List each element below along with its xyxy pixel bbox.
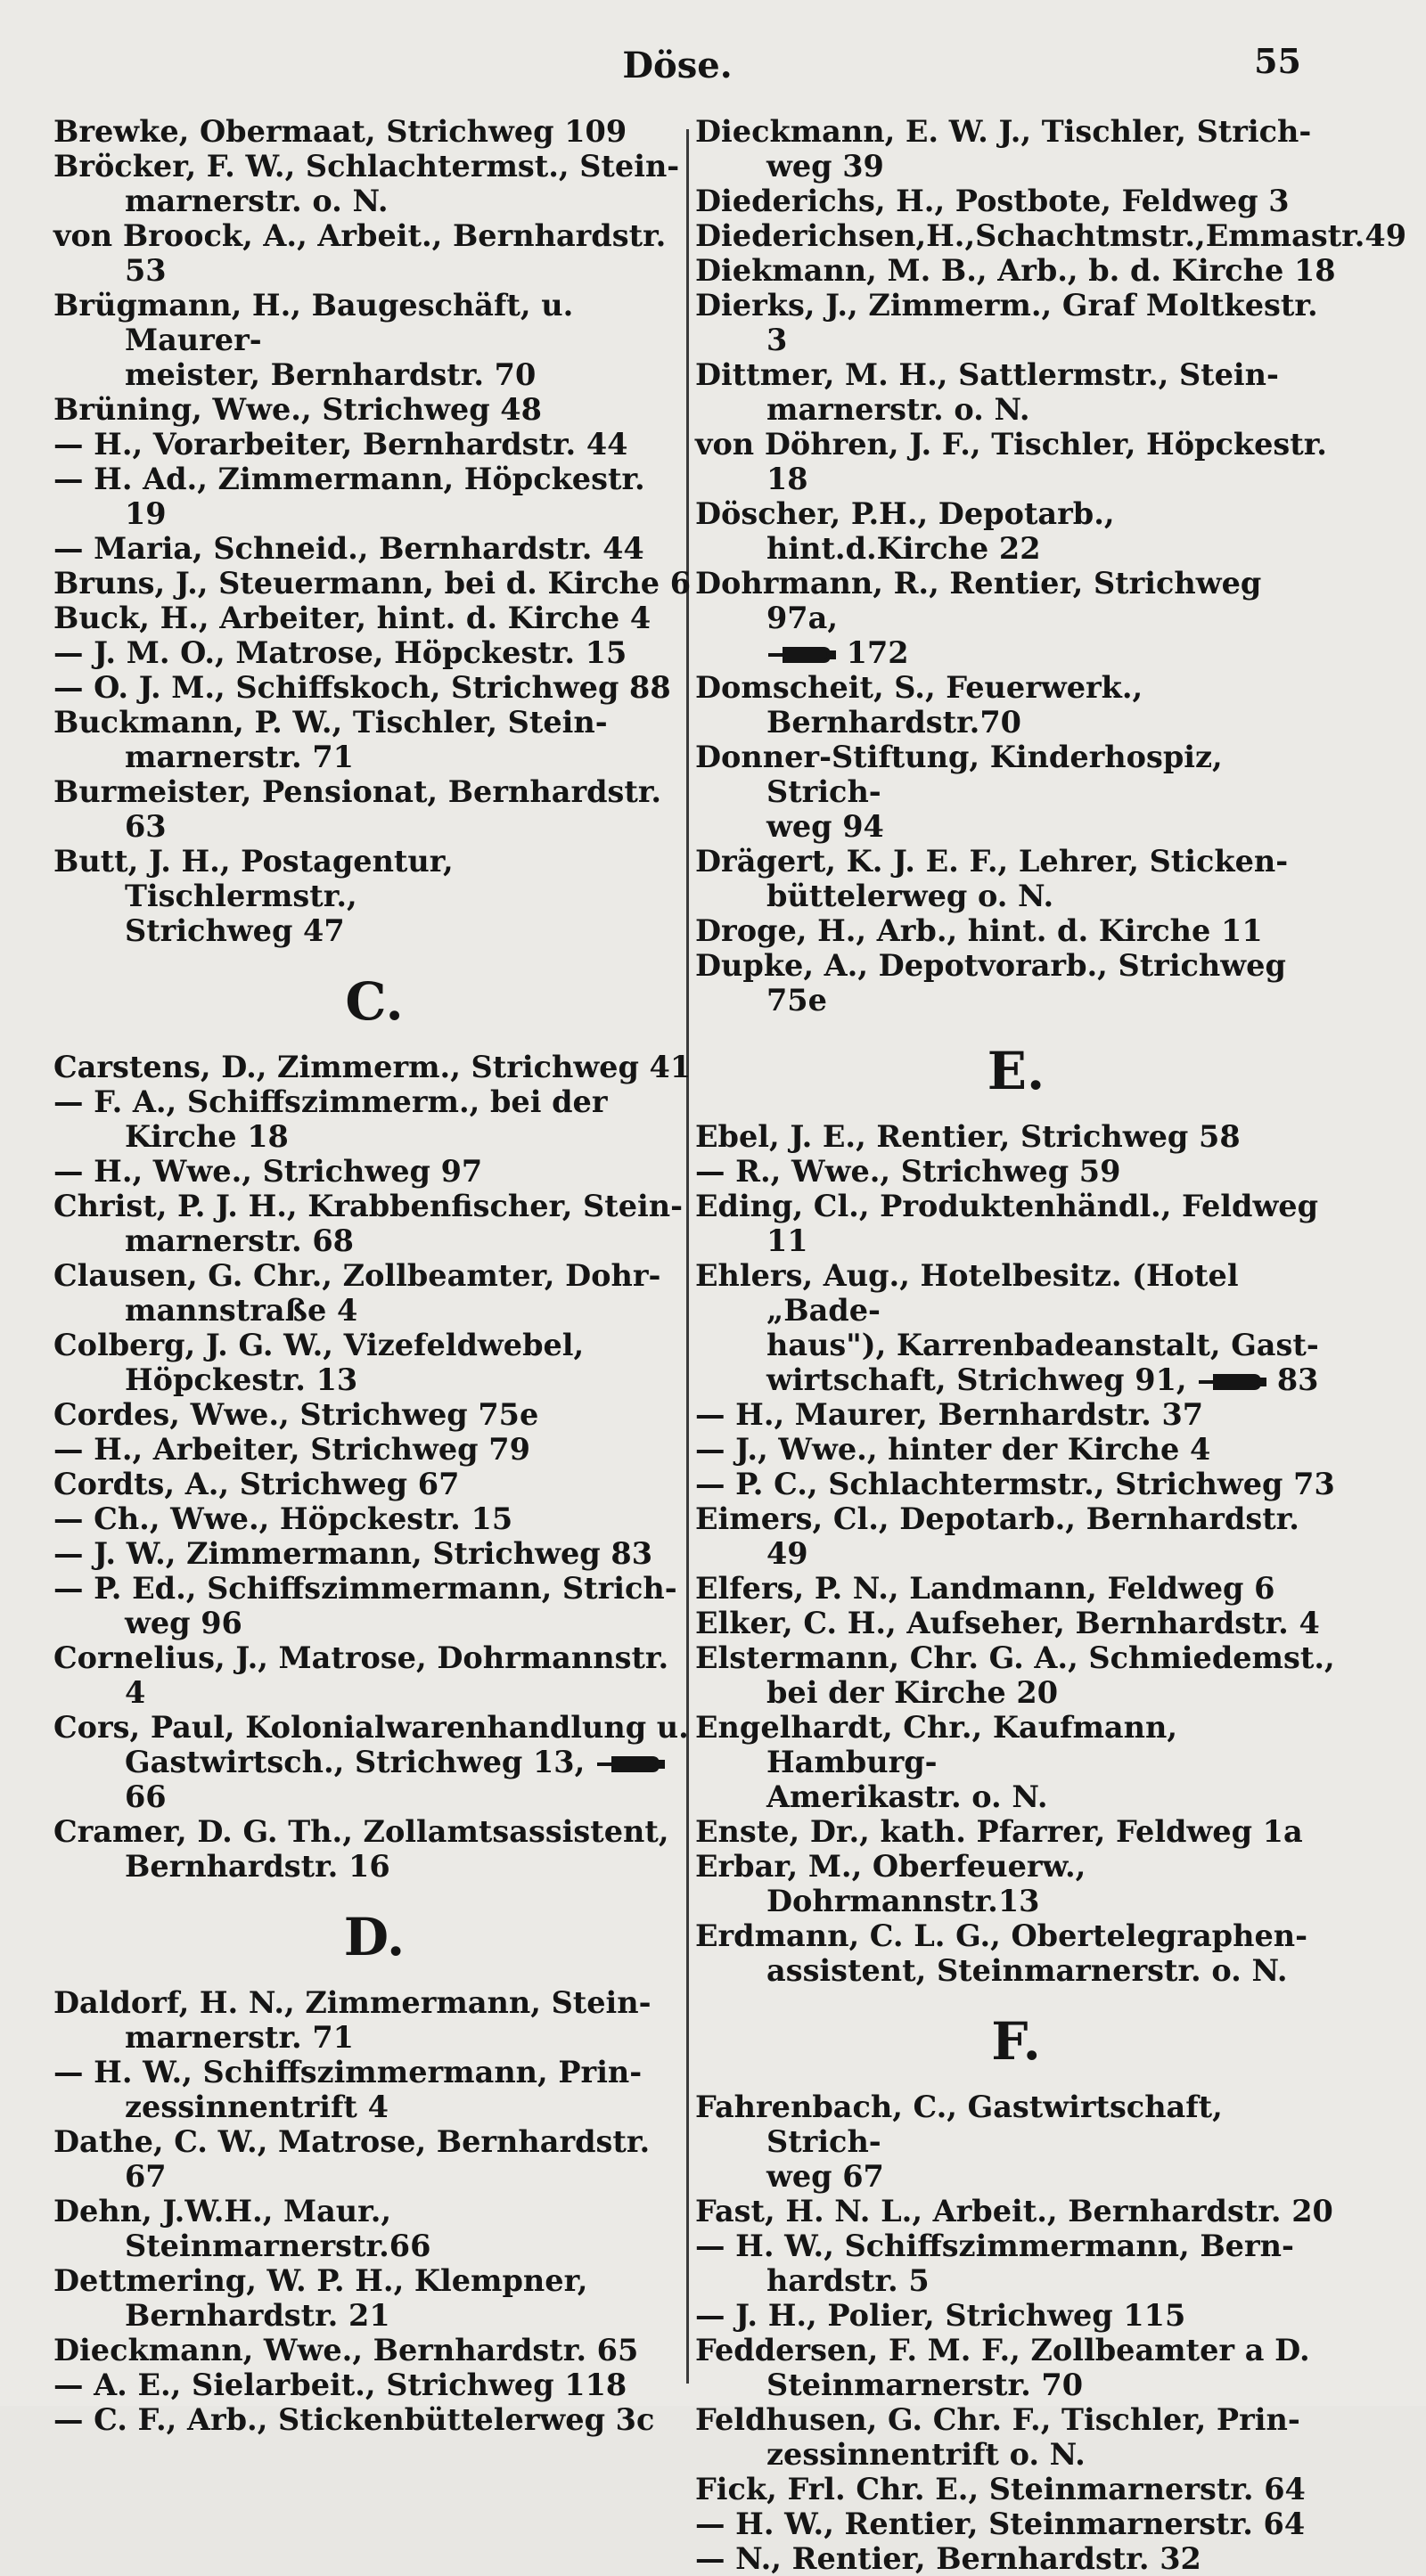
entry-line: Döscher, P.H., Depotarb., hint.d.Kirche 22	[695, 496, 1115, 566]
entry-line: marnerstr. 68	[125, 1223, 354, 1258]
entry-line: Amerikastr. o. N.	[766, 1779, 1048, 1814]
entry-line: — O. J. M., Schiffskoch, Strichweg 88	[53, 670, 671, 705]
entry-line: Cordes, Wwe., Strichweg 75e	[53, 1397, 539, 1432]
directory-entry	[695, 1467, 1337, 1501]
section-letter: F.	[991, 2011, 1041, 2072]
entry-line: Colberg, J. G. W., Vizefeldwebel,	[53, 1328, 585, 1362]
entry-line: Strichweg 47	[125, 913, 345, 948]
entry-line: Ehlers, Aug., Hotelbesitz. (Hotel „Bade-	[695, 1258, 1239, 1328]
entry-line: — J. H., Polier, Strichweg 115	[695, 2298, 1186, 2333]
directory-entry	[53, 2124, 695, 2194]
entry-line: marnerstr. o. N.	[125, 184, 389, 218]
directory-entry	[695, 288, 1337, 357]
entry-line: Dohrmann, R., Rentier, Strichweg 97a,	[695, 566, 1262, 635]
entry-line: Cornelius, J., Matrose, Dohrmannstr. 4	[53, 1640, 669, 1710]
page-number: 55	[1254, 41, 1301, 81]
phone-number: 66	[125, 1779, 167, 1814]
directory-entry	[695, 740, 1337, 844]
entry-line: Buckmann, P. W., Tischler, Stein-	[53, 705, 608, 740]
directory-entry	[695, 2194, 1337, 2228]
entry-line: Enste, Dr., kath. Pfarrer, Feldweg 1a	[695, 1814, 1303, 1849]
directory-entry	[695, 2228, 1337, 2298]
directory-entry	[53, 218, 695, 288]
entry-line: von Broock, A., Arbeit., Bernhardstr. 53	[53, 218, 667, 288]
entry-line: Christ, P. J. H., Krabbenfischer, Stein-	[53, 1189, 684, 1223]
entry-line: Domscheit, S., Feuerwerk., Bernhardstr.70	[695, 670, 1143, 740]
entry-line: haus"), Karrenbadeanstalt, Gast-	[766, 1328, 1319, 1362]
directory-entry	[695, 948, 1337, 1018]
directory-entry	[695, 1918, 1337, 1988]
directory-entry	[695, 2089, 1337, 2194]
directory-entry	[695, 1154, 1337, 1189]
entry-line: Burmeister, Pensionat, Bernhardstr. 63	[53, 774, 662, 844]
entry-line: Dupke, A., Depotvorarb., Strichweg 75e	[695, 948, 1286, 1018]
directory-entry	[53, 1467, 695, 1501]
directory-entry	[695, 2506, 1337, 2541]
right-column	[695, 114, 1407, 2576]
entry-line: Cordts, A., Strichweg 67	[53, 1467, 460, 1501]
entry-line: Erbar, M., Oberfeuerw., Dohrmannstr.13	[695, 1849, 1086, 1918]
directory-entry	[53, 1258, 695, 1328]
entry-line: büttelerweg o. N.	[766, 879, 1054, 913]
entry-line: Dieckmann, Wwe., Bernhardstr. 65	[53, 2333, 639, 2367]
entry-line: Carstens, D., Zimmerm., Strichweg 41	[53, 1050, 692, 1084]
section-letter: E.	[987, 1041, 1045, 1101]
page-title: Döse.	[622, 45, 733, 86]
directory-entry	[695, 1189, 1337, 1258]
entry-line: — Ch., Wwe., Höpckestr. 15	[53, 1501, 513, 1536]
entry-line: — J. M. O., Matrose, Höpckestr. 15	[53, 635, 627, 670]
directory-entry	[695, 357, 1337, 427]
entry-line: weg 96	[125, 1606, 242, 1640]
entry-line: Diederichs, H., Postbote, Feldweg 3	[695, 184, 1290, 218]
entry-line: Dehn, J.W.H., Maur., Steinmarnerstr.66	[53, 2194, 431, 2263]
entry-line: Feddersen, F. M. F., Zollbeamter a D.	[695, 2333, 1310, 2367]
left-column	[53, 114, 695, 2437]
directory-entry	[695, 2472, 1337, 2506]
entry-line: Brüning, Wwe., Strichweg 48	[53, 392, 542, 427]
phone-number: 83	[1276, 1362, 1319, 1397]
entry-line: — H., Vorarbeiter, Bernhardstr. 44	[53, 427, 628, 462]
entry-line: Höpckestr. 13	[125, 1362, 358, 1397]
entry-line: Diederichsen,H.,Schachtmstr.,Emmastr.49	[695, 218, 1407, 253]
directory-entry	[695, 1258, 1337, 1397]
entry-line: Fahrenbach, C., Gastwirtschaft, Strich-	[695, 2089, 1223, 2159]
directory-entry	[53, 1432, 695, 1467]
entry-line: — F. A., Schiffszimmerm., bei der	[53, 1084, 608, 1119]
telephone-icon	[766, 644, 836, 666]
directory-entry	[53, 392, 695, 427]
directory-entry	[695, 2333, 1337, 2402]
entry-line: Butt, J. H., Postagentur, Tischlermstr.,	[53, 844, 454, 913]
directory-entry	[53, 149, 695, 218]
directory-entry	[53, 774, 695, 844]
entry-line: Engelhardt, Chr., Kaufmann, Hamburg-	[695, 1710, 1177, 1779]
directory-entry	[53, 635, 695, 670]
section-letter: C.	[345, 971, 404, 1032]
directory-entry	[695, 427, 1337, 496]
directory-entry	[53, 2194, 695, 2263]
entry-line: Eding, Cl., Produktenhändl., Feldweg 11	[695, 1189, 1319, 1258]
directory-entry	[695, 566, 1337, 670]
entry-line: — A. E., Sielarbeit., Strichweg 118	[53, 2367, 627, 2402]
entry-line: assistent, Steinmarnerstr. o. N.	[766, 1953, 1288, 1988]
directory-entry	[695, 114, 1337, 184]
entry-line: Dathe, C. W., Matrose, Bernhardstr. 67	[53, 2124, 651, 2194]
directory-entry	[695, 1119, 1337, 1154]
directory-entry	[53, 2333, 695, 2367]
directory-entry	[695, 1432, 1337, 1467]
directory-entry	[53, 844, 695, 948]
entry-line: Brügmann, H., Baugeschäft, u. Maurer-	[53, 288, 574, 357]
directory-entry	[53, 114, 695, 149]
entry-line: — P. C., Schlachtermstr., Strichweg 73	[695, 1467, 1335, 1501]
entry-line: Dittmer, M. H., Sattlermstr., Stein-	[695, 357, 1279, 392]
entry-line: Clausen, G. Chr., Zollbeamter, Dohr-	[53, 1258, 661, 1293]
telephone-icon	[1197, 1371, 1266, 1393]
entry-line: Ebel, J. E., Rentier, Strichweg 58	[695, 1119, 1241, 1154]
entry-line: Fast, H. N. L., Arbeit., Bernhardstr. 20	[695, 2194, 1333, 2228]
entry-line: hardstr. 5	[766, 2263, 930, 2298]
directory-entry	[53, 288, 695, 392]
directory-entry	[695, 1571, 1337, 1606]
entry-line: Dettmering, W. P. H., Klempner,	[53, 2263, 588, 2298]
section-letter: D.	[343, 1907, 406, 1967]
entry-line: Fick, Frl. Chr. E., Steinmarnerstr. 64	[695, 2472, 1306, 2506]
entry-line: weg 67	[766, 2159, 884, 2194]
directory-entry	[53, 2367, 695, 2402]
directory-entry	[53, 2402, 695, 2437]
directory-entry	[695, 2298, 1337, 2333]
entry-line: bei der Kirche 20	[766, 1675, 1059, 1710]
directory-entry	[695, 1710, 1337, 1814]
entry-line: Feldhusen, G. Chr. F., Tischler, Prin-	[695, 2402, 1300, 2437]
telephone-icon	[595, 1754, 665, 1775]
entry-line: — J., Wwe., hinter der Kirche 4	[695, 1432, 1211, 1467]
directory-entry	[53, 1084, 695, 1154]
entry-line: — H. W., Schiffszimmermann, Prin-	[53, 2055, 643, 2089]
entry-line: — H. Ad., Zimmermann, Höpckestr. 19	[53, 462, 645, 531]
directory-entry	[53, 462, 695, 531]
directory-entry	[53, 566, 695, 601]
entry-line: wirtschaft, Strichweg 91,	[766, 1362, 1198, 1397]
directory-entry	[695, 913, 1337, 948]
entry-line: — R., Wwe., Strichweg 59	[695, 1154, 1121, 1189]
entry-line: marnerstr. o. N.	[766, 392, 1030, 427]
entry-line: — Maria, Schneid., Bernhardstr. 44	[53, 531, 644, 566]
directory-entry	[53, 2263, 695, 2333]
entry-line: von Döhren, J. F., Tischler, Höpckestr. 18	[695, 427, 1327, 496]
entry-line: mannstraße 4	[125, 1293, 358, 1328]
entry-line: Erdmann, C. L. G., Obertelegraphen-	[695, 1918, 1308, 1953]
directory-entry	[695, 218, 1407, 253]
directory-entry	[695, 2541, 1337, 2576]
directory-entry	[695, 1501, 1337, 1571]
entry-line: marnerstr. 71	[125, 740, 354, 774]
directory-entry	[53, 705, 695, 774]
directory-entry	[53, 2055, 695, 2124]
entry-line: meister, Bernhardstr. 70	[125, 357, 537, 392]
running-head	[0, 41, 1426, 98]
entry-line: Daldorf, H. N., Zimmermann, Stein-	[53, 1985, 652, 2020]
phone-number: 172	[846, 635, 909, 670]
directory-entry	[53, 1501, 695, 1536]
entry-line: Diekmann, M. B., Arb., b. d. Kirche 18	[695, 253, 1336, 288]
entry-line: — H. W., Rentier, Steinmarnerstr. 64	[695, 2506, 1306, 2541]
entry-line: Gastwirtsch., Strichweg 13,	[125, 1745, 595, 1779]
directory-entry	[695, 1849, 1337, 1918]
entry-line: — H., Maurer, Bernhardstr. 37	[695, 1397, 1204, 1432]
entry-line: — C. F., Arb., Stickenbüttelerweg 3c	[53, 2402, 655, 2437]
entry-line: Elstermann, Chr. G. A., Schmiedemst.,	[695, 1640, 1335, 1675]
entry-line: weg 94	[766, 809, 884, 844]
entry-line: Cramer, D. G. Th., Zollamtsassistent,	[53, 1814, 669, 1849]
entry-line: Bernhardstr. 16	[125, 1849, 390, 1884]
directory-entry	[53, 1814, 695, 1884]
entry-line: Bernhardstr. 21	[125, 2298, 390, 2333]
directory-entry	[53, 1985, 695, 2055]
directory-entry	[695, 1814, 1337, 1849]
entry-line: Dieckmann, E. W. J., Tischler, Strich-	[695, 114, 1312, 149]
entry-line: Brewke, Obermaat, Strichweg 109	[53, 114, 627, 149]
entry-line: Bruns, J., Steuermann, bei d. Kirche 6	[53, 566, 691, 601]
directory-entry	[53, 1571, 695, 1640]
directory-entry	[53, 1640, 695, 1710]
directory-entry	[695, 1640, 1337, 1710]
entry-line: Droge, H., Arb., hint. d. Kirche 11	[695, 913, 1263, 948]
directory-entry	[695, 253, 1337, 288]
directory-entry	[695, 2402, 1337, 2472]
entry-line: marnerstr. 71	[125, 2020, 354, 2055]
entry-line: — N., Rentier, Bernhardstr. 32	[695, 2541, 1201, 2576]
directory-entry	[53, 1397, 695, 1432]
directory-entry	[53, 1050, 695, 1084]
entry-line: — J. W., Zimmermann, Strichweg 83	[53, 1536, 653, 1571]
entry-line: Buck, H., Arbeiter, hint. d. Kirche 4	[53, 601, 652, 635]
entry-line: zessinnentrift 4	[125, 2089, 389, 2124]
directory-entry	[53, 531, 695, 566]
directory-entry	[53, 427, 695, 462]
entry-line: Steinmarnerstr. 70	[766, 2367, 1084, 2402]
directory-entry	[53, 1189, 695, 1258]
directory-entry	[695, 1606, 1337, 1640]
entry-line: — H., Arbeiter, Strichweg 79	[53, 1432, 530, 1467]
directory-entry	[53, 601, 695, 635]
entry-line: Drägert, K. J. E. F., Lehrer, Sticken-	[695, 844, 1289, 879]
directory-entry	[695, 670, 1337, 740]
entry-line: Dierks, J., Zimmerm., Graf Moltkestr. 3	[695, 288, 1318, 357]
entry-line: Cors, Paul, Kolonialwarenhandlung u.	[53, 1710, 689, 1745]
entry-line: — P. Ed., Schiffszimmermann, Strich-	[53, 1571, 677, 1606]
directory-entry	[53, 1710, 695, 1814]
entry-line: weg 39	[766, 149, 884, 184]
directory-entry	[695, 844, 1337, 913]
directory-entry	[53, 1154, 695, 1189]
directory-entry	[695, 1397, 1337, 1432]
entry-line: Eimers, Cl., Depotarb., Bernhardstr. 49	[695, 1501, 1299, 1571]
entry-line: — H., Wwe., Strichweg 97	[53, 1154, 483, 1189]
entry-line: Bröcker, F. W., Schlachtermst., Stein-	[53, 149, 680, 184]
directory-entry	[53, 670, 695, 705]
entry-line: — H. W., Schiffszimmermann, Bern-	[695, 2228, 1294, 2263]
directory-entry	[53, 1536, 695, 1571]
entry-line: Kirche 18	[125, 1119, 289, 1154]
entry-line: Elfers, P. N., Landmann, Feldweg 6	[695, 1571, 1275, 1606]
entry-line: Elker, C. H., Aufseher, Bernhardstr. 4	[695, 1606, 1320, 1640]
entry-line: Donner-Stiftung, Kinderhospiz, Strich-	[695, 740, 1223, 809]
directory-entry	[695, 496, 1337, 566]
directory-entry	[53, 1328, 695, 1397]
entry-line: zessinnentrift o. N.	[766, 2437, 1086, 2472]
directory-entry	[695, 184, 1337, 218]
